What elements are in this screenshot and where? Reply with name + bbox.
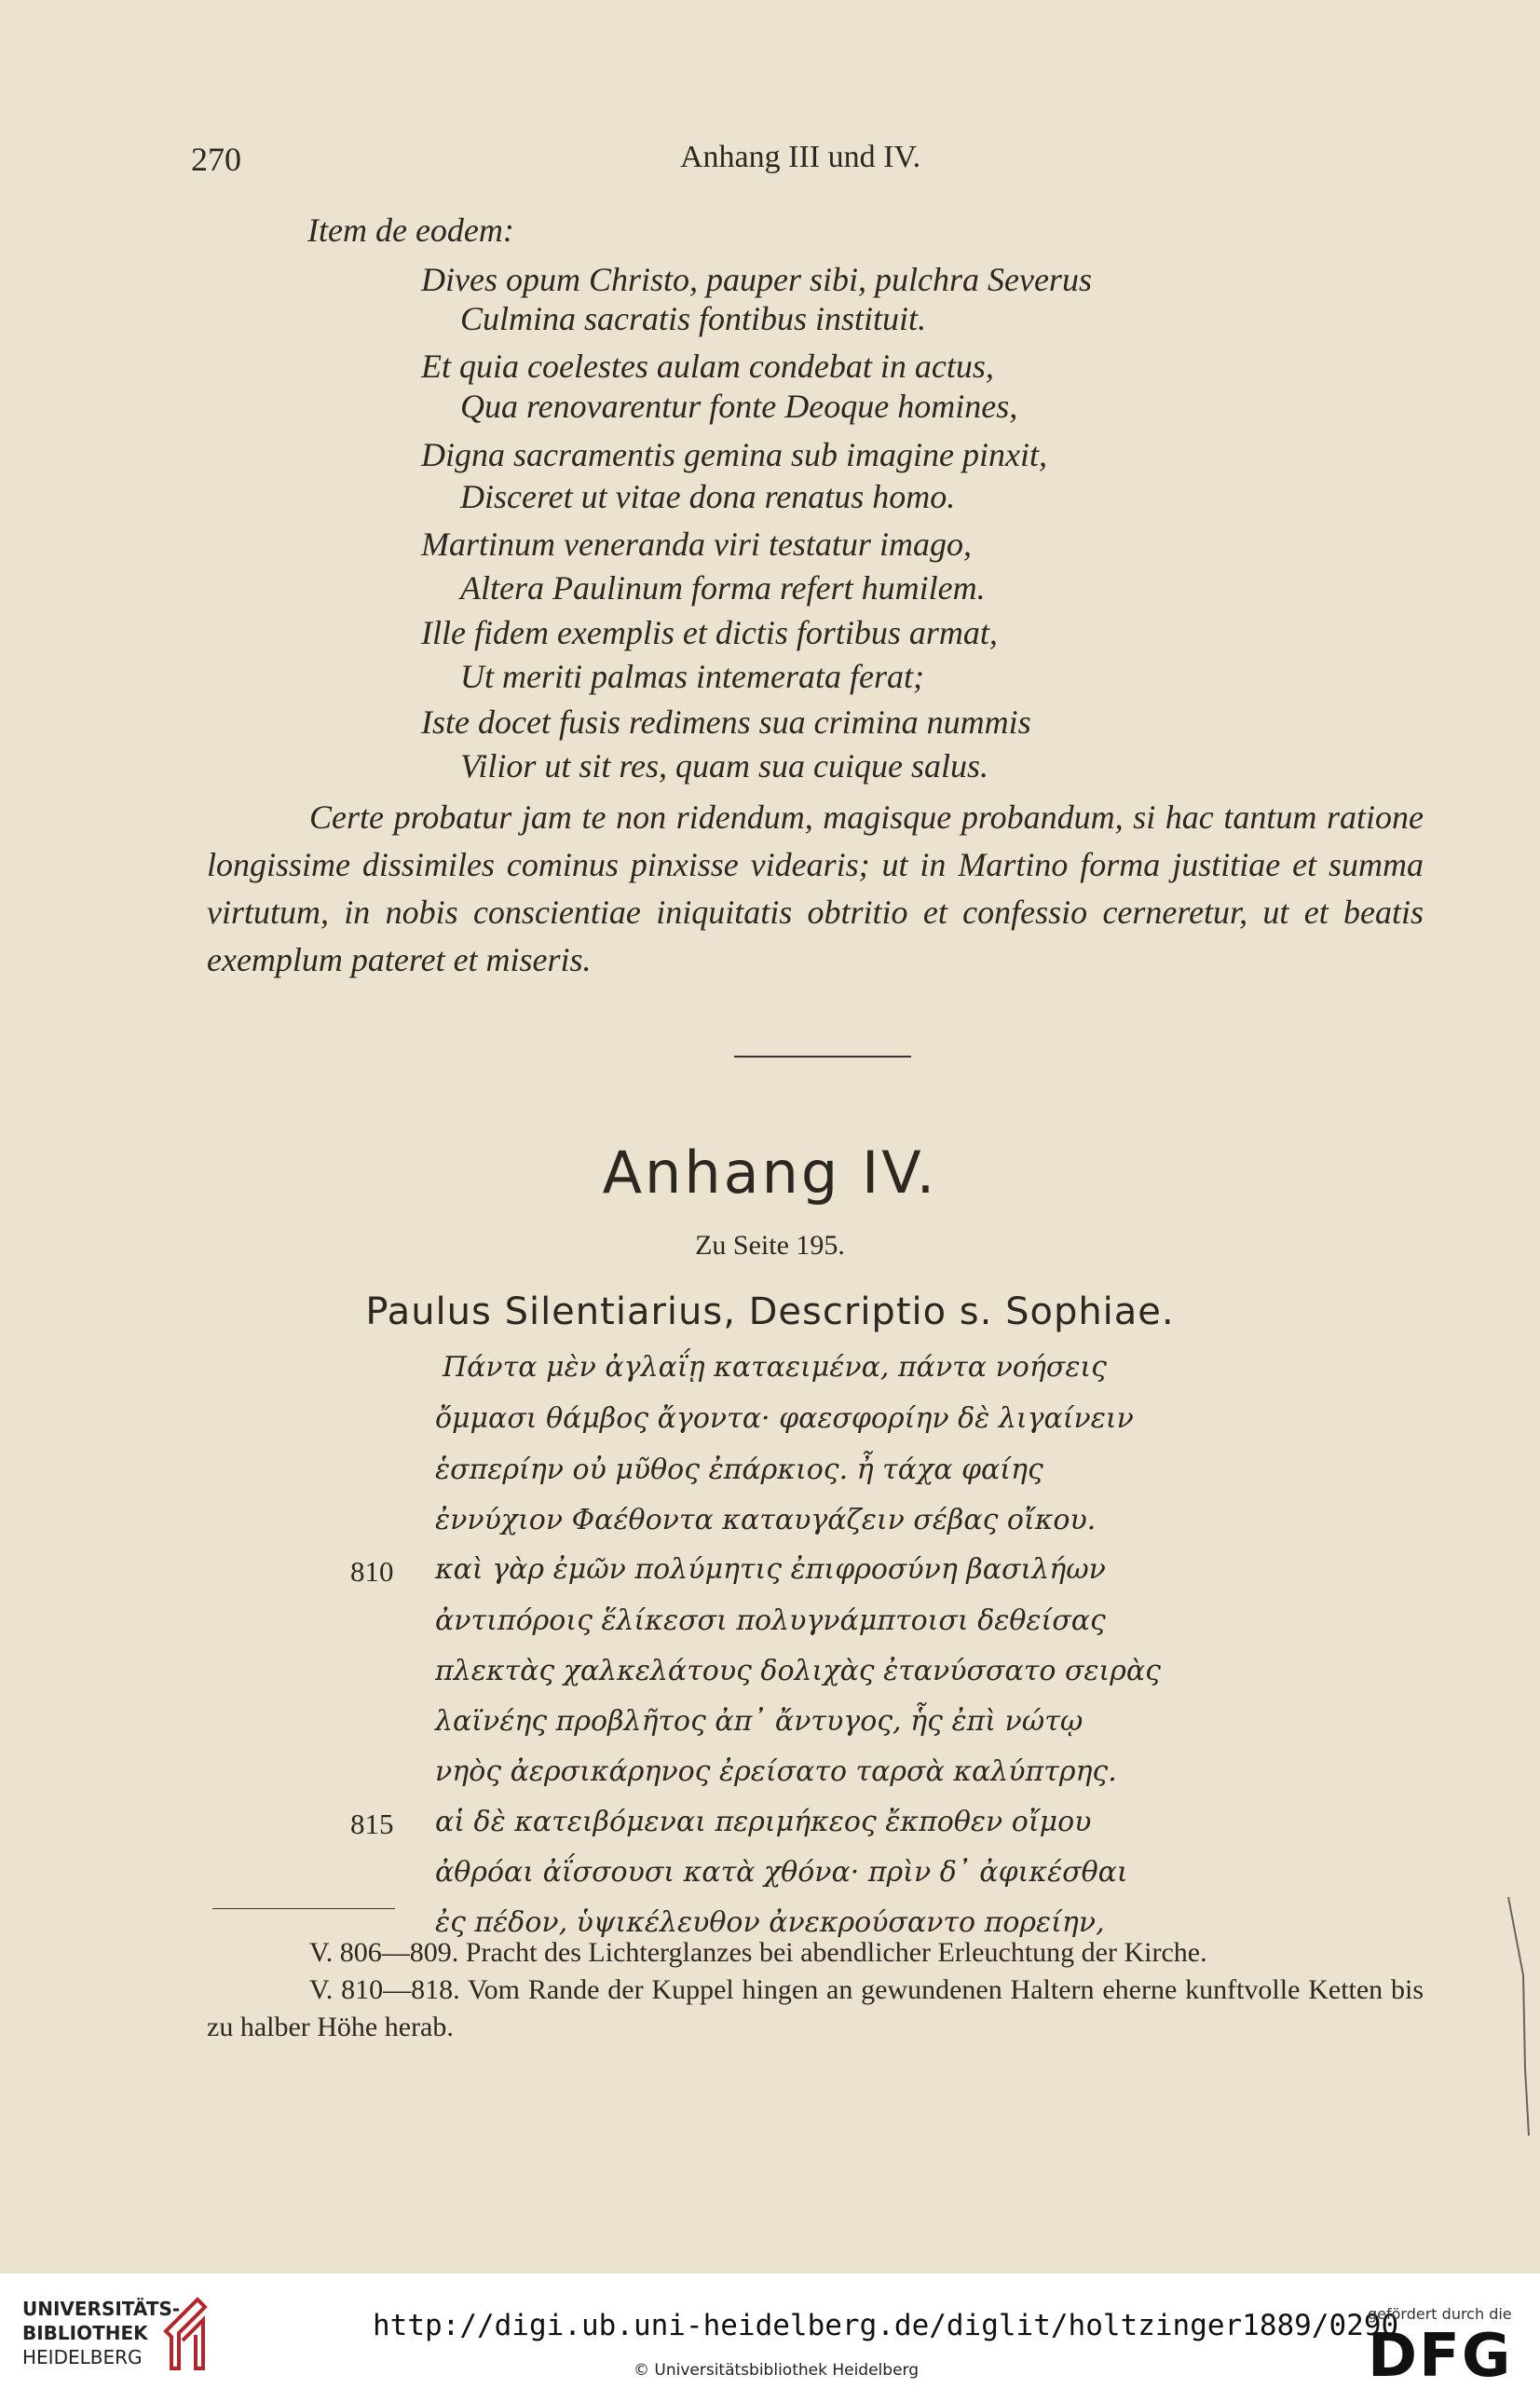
greek-line: ἐς πέδον, ὑψικέλευθον ἀνεκρούσαντο πορείην, <box>435 1906 1105 1939</box>
footnote: V. 806—809. Pracht des Lichterglanzes bei abendlicher Erleuchtung der Kirche. <box>309 1937 1207 1968</box>
verse-line: Et quia coelestes aulam condebat in actus, <box>421 348 994 385</box>
verse-line: Qua renovarentur fonte Deoque homines, <box>460 388 1018 425</box>
greek-line: λαϊνέης προβλῆτος ἀπ᾽ ἄντυγος, ἧς ἐπὶ νώτῳ <box>435 1705 1083 1738</box>
verse-line: Dives opum Christo, pauper sibi, pulchra Severus <box>421 261 1092 298</box>
verse-line: Martinum veneranda viri testatur imago, <box>421 525 972 563</box>
copyright-notice: © Universitätsbibliothek Heidelberg <box>634 2361 920 2380</box>
verse-line: Culmina sacratis fontibus instituit. <box>460 300 927 337</box>
funding-label: gefördert durch die <box>1368 2305 1512 2323</box>
running-title: Anhang III und IV. <box>680 140 921 174</box>
greek-line: ἐννύχιον Φαέθοντα καταυγάζειν σέβας οἴκου. <box>435 1504 1097 1536</box>
verse-line: Ut meriti palmas intemerata ferat; <box>460 658 924 695</box>
commentary-text: Certe probatur jam te non ridendum, magisque probandum, si hac tantum ratione longissime dissimiles cominus pinxisse videaris; ut in Martino forma justitiae et summa virtutum, in nobis conscientiae iniquitatis obtritio et confessio cerneretur, ut et beatis exemplum pateret et miseris. <box>207 798 1424 978</box>
verse-line: Digna sacramentis gemina sub imagine pinxit, <box>421 436 1047 473</box>
dfg-logo: DFG <box>1368 2322 1513 2391</box>
page-reference: Zu Seite 195. <box>695 1230 845 1261</box>
library-name-line3: HEIDELBERG <box>22 2346 143 2368</box>
greek-line: Πάντα μὲν ἀγλαΐῃ καταειμένα, πάντα νοήσεις <box>443 1351 1107 1384</box>
greek-line: αἱ δὲ κατειβόμεναι περιμήκεος ἔκποθεν οἴμου <box>435 1806 1092 1838</box>
greek-line: ἀθρόαι ἀΐσσουσι κατὰ χθόνα· πρὶν δ᾽ ἀφικέσθαι <box>435 1856 1128 1889</box>
verse-line: Ille fidem exemplis et dictis fortibus armat, <box>421 614 998 651</box>
library-name-line1: UNIVERSITÄTS- <box>22 2298 181 2320</box>
commentary-paragraph <box>207 794 1424 984</box>
footnote-rule <box>212 1908 395 1909</box>
verse-line: Altera Paulinum forma refert humilem. <box>460 569 986 607</box>
footnotes <box>207 1934 1424 2046</box>
verse-line: Vilior ut sit res, quam sua cuique salus. <box>460 747 988 785</box>
greek-line: ἑσπερίην οὐ μῦθος ἐπάρκιος. ἦ τάχα φαίης <box>435 1453 1043 1486</box>
permalink-url[interactable]: http://digi.ub.uni-heidelberg.de/diglit/holtzinger1889/0290 <box>373 2309 1399 2342</box>
library-name-line2: BIBLIOTHEK <box>22 2322 148 2344</box>
verse-line: Iste docet fusis redimens sua crimina nummis <box>421 703 1031 741</box>
greek-line: νηὸς ἀερσικάρηνος ἐρείσατο ταρσὰ καλύπτρης. <box>435 1755 1117 1788</box>
item-title: Item de eodem: <box>307 212 514 249</box>
footnote: V. 810—818. Vom Rande der Kuppel hingen an gewundenen Haltern eherne kunftvolle Ketten bis zu halber Höhe herab. <box>207 1974 1424 2042</box>
library-emblem-icon <box>160 2294 211 2374</box>
section-title: Anhang IV. <box>602 1139 938 1207</box>
page-number: 270 <box>191 141 241 178</box>
greek-line: ἀντιπόροις ἕλίκεσσι πολυγνάμπτοισι δεθείσας <box>435 1604 1106 1637</box>
page-edge-shadow <box>1505 1891 1533 2143</box>
work-title: Paulus Silentiarius, Descriptio s. Sophiae. <box>365 1290 1175 1333</box>
line-number: 810 <box>350 1555 394 1588</box>
library-logo <box>22 2290 246 2383</box>
greek-line: καὶ γὰρ ἐμῶν πολύμητις ἐπιφροσύνη βασιλήων <box>435 1553 1106 1586</box>
section-divider <box>734 1056 911 1058</box>
line-number: 815 <box>350 1808 394 1840</box>
greek-line: πλεκτὰς χαλκελάτους δολιχὰς ἐτανύσσατο σειρὰς <box>435 1655 1161 1687</box>
greek-line: ὄμμασι θάμβος ἄγοντα· φαεσφορίην δὲ λιγαίνειν <box>435 1402 1134 1435</box>
verse-line: Disceret ut vitae dona renatus homo. <box>460 478 956 515</box>
